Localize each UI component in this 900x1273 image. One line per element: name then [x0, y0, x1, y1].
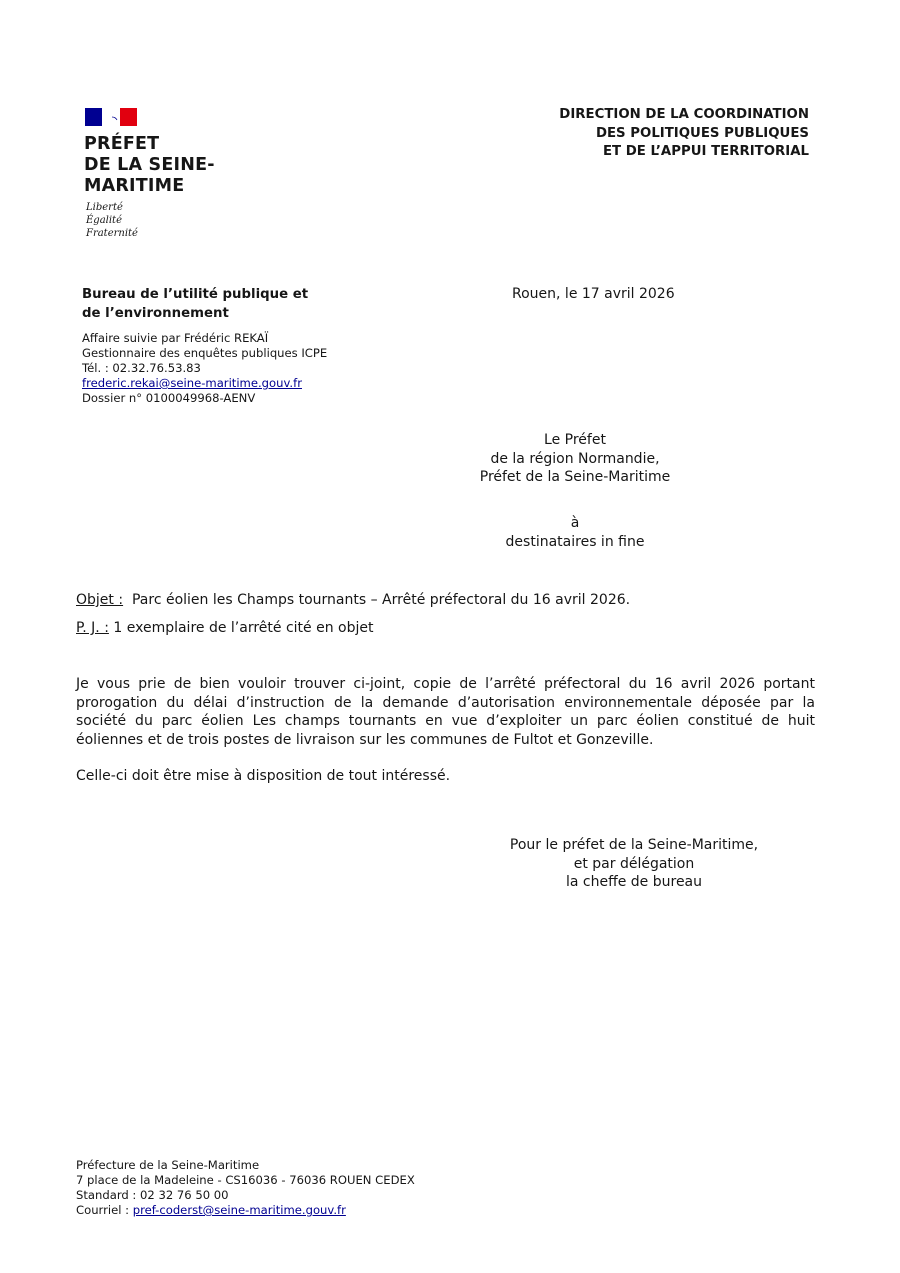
recipient-block — [450, 514, 700, 551]
signature-line: la cheffe de bureau — [565, 874, 703, 890]
direction-line: DIRECTION DE LA COORDINATION — [559, 107, 809, 122]
direction-line: DES POLITIQUES PUBLIQUES — [595, 125, 809, 141]
footer-line: Préfecture de la Seine-Maritime — [76, 1158, 260, 1172]
bureau-line: Bureau de l’utilité publique et — [82, 287, 309, 302]
courriel-link[interactable]: pref-coderst@seine-maritime.gouv.fr — [132, 1203, 346, 1217]
pj-text: 1 exemplaire de l’arrêté cité en objet — [113, 620, 374, 636]
email-link[interactable]: frederic.rekai@seine-maritime.gouv.fr — [82, 376, 302, 390]
affaire-line: Affaire suivie par Frédéric REKAÏ — [82, 331, 269, 345]
prefet-title — [84, 134, 215, 197]
objet-line — [76, 592, 630, 608]
prefet-line: PRÉFET — [84, 134, 160, 154]
signature-block — [488, 836, 780, 892]
devise — [86, 201, 138, 240]
devise-line: Fraternité — [86, 228, 138, 239]
bureau-name — [82, 286, 308, 323]
pj-label: P. J. : — [76, 620, 109, 636]
sender-line: de la région Normandie, — [490, 450, 660, 467]
objet-label: Objet : — [76, 592, 124, 608]
sender-line: Le Préfet — [544, 432, 606, 448]
body-paragraph: Je vous prie de bien vouloir trouver ci-joint, copie de l’arrêté préfectoral du 16 avril 2026 portant prorogation du délai d’instruction de la demande d’autorisation environnementale déposée par la société du parc éolien Les champs tournants en vue d’exploiter un parc éolien constitué de huit éoliennes et de trois postes de livraison sur les communes de Fultot et Gonzeville. — [76, 676, 815, 748]
prefet-line: MARITIME — [84, 176, 185, 196]
phone-line: Tél. : 02.32.76.53.83 — [82, 361, 201, 375]
objet-text: Parc éolien les Champs tournants – Arrêté préfectoral du 16 avril 2026. — [131, 592, 631, 608]
sender-line: Préfet de la Seine-Maritime — [479, 469, 671, 485]
role-line: Gestionnaire des enquêtes publiques ICPE — [82, 346, 328, 360]
marianne-flag-icon — [85, 108, 137, 126]
devise-line: Égalité — [86, 215, 122, 226]
direction-heading — [559, 106, 809, 162]
dossier-line: Dossier n° 0100049968-AENV — [82, 391, 256, 405]
contact-block — [82, 331, 327, 406]
devise-line: Liberté — [86, 202, 123, 213]
signature-line: Pour le préfet de la Seine-Maritime, — [509, 837, 759, 853]
footer-line: 7 place de la Madeleine - CS16036 - 76036 ROUEN CEDEX — [76, 1173, 415, 1187]
footer — [76, 1158, 415, 1218]
footer-line: Standard : 02 32 76 50 00 — [76, 1188, 229, 1202]
bureau-line: de l’environnement — [82, 305, 229, 321]
direction-line: ET DE L’APPUI TERRITORIAL — [602, 144, 809, 159]
recipient-line: à — [570, 515, 580, 531]
sender-block — [450, 431, 700, 487]
prefet-line: DE LA SEINE- — [84, 155, 215, 175]
marianne-profile-icon — [105, 110, 119, 124]
body-paragraph: Celle-ci doit être mise à disposition de tout intéressé. — [76, 768, 451, 784]
signature-line: et par délégation — [573, 855, 695, 872]
letter-date: Rouen, le 17 avril 2026 — [512, 286, 675, 302]
pj-line — [76, 620, 373, 636]
footer-courriel — [76, 1203, 415, 1218]
courriel-label: Courriel : — [76, 1203, 133, 1217]
recipient-line: destinataires in fine — [505, 533, 645, 550]
